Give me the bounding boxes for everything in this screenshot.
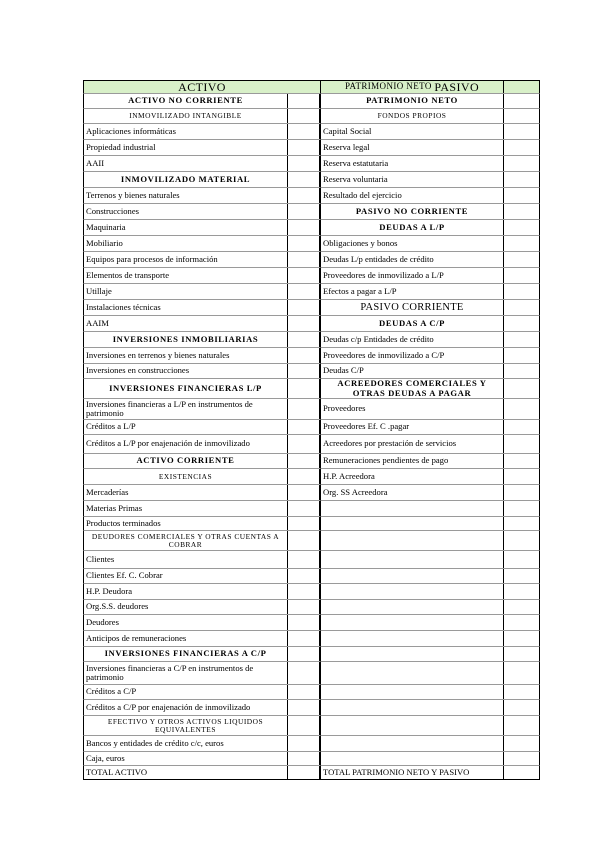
value-cell[interactable] [287,399,320,419]
pasivo-row-empty [320,615,540,631]
value-cell[interactable] [287,631,320,646]
activo-row-label: Créditos a C/P por enajenación de inmovilizado [86,701,251,712]
pasivo-row-label [321,736,503,751]
value-cell[interactable] [287,469,320,484]
value-cell[interactable] [503,109,539,123]
pasivo-column [320,80,540,780]
activo-row-aaii [83,156,320,172]
pasivo-row-label [321,631,503,646]
activo-row-utillaje [83,284,320,300]
pasivo-row-capital-social [320,124,540,140]
pasivo-row-h-p-acreedora [320,469,540,485]
pasivo-row-label: Proveedores Ef. C .pagar [323,421,410,432]
value-cell[interactable] [287,531,320,550]
pasivo-row-deudas-a-c-p [320,316,540,332]
activo-row-activo-no-corriente [83,94,320,109]
value-cell[interactable] [503,220,539,235]
pasivo-row-empty [320,569,540,584]
value-cell[interactable] [287,252,320,267]
value-cell[interactable] [287,551,320,568]
patrimonio-neto-title: PATRIMONIO NETO [344,81,432,92]
activo-row-label: INMOVILIZADO MATERIAL [120,173,251,184]
activo-row-label: Clientes [86,553,115,564]
activo-row-label: Materias Primas [86,502,143,513]
activo-row-label: Equipos para procesos de información [86,253,218,264]
value-cell[interactable] [503,156,539,171]
value-cell[interactable] [287,236,320,251]
value-cell[interactable] [503,94,539,108]
activo-row-bancos-y-entidades-de-cr-dito-c-c-euros [83,736,320,752]
value-cell[interactable] [503,517,539,530]
pasivo-row-label: H.P. Acreedora [323,470,375,481]
activo-row-label: INVERSIONES INMOBILIARIAS [112,333,259,344]
activo-row-label: INVERSIONES FINANCIERAS L/P [109,382,262,393]
value-cell[interactable] [503,600,539,614]
activo-row-construcciones [83,204,320,220]
pasivo-row-label: Deudas L/p entidades de crédito [323,253,434,264]
value-cell[interactable] [503,435,539,453]
value-cell[interactable] [503,252,539,267]
value-cell[interactable] [287,348,320,363]
value-cell[interactable] [287,485,320,500]
value-cell[interactable] [287,752,320,765]
value-cell[interactable] [503,716,539,735]
value-cell[interactable] [287,517,320,530]
activo-row-activo-corriente [83,454,320,469]
pasivo-row-deudas-c-p [320,364,540,379]
activo-row-label: Utillaje [86,285,112,296]
value-cell[interactable] [287,716,320,735]
value-cell[interactable] [287,685,320,699]
activo-row-label: Propiedad industrial [86,141,156,152]
activo-row-label: Mobiliario [86,237,123,248]
activo-row-label: AAII [86,157,105,168]
pasivo-row-reserva-estatutaria [320,156,540,172]
pasivo-row-deudas-a-l-p [320,220,540,236]
value-cell[interactable] [503,685,539,699]
activo-row-label: Aplicaciones informáticas [86,125,176,136]
pasivo-row-label: Deudas C/P [323,365,364,376]
pasivo-row-empty [320,501,540,517]
value-cell[interactable] [287,124,320,139]
pasivo-row-label: Reserva estatutaria [323,157,389,168]
pasivo-row-label [321,662,503,684]
pasivo-row-empty [320,551,540,569]
pasivo-row-remuneraciones-pendientes-de-pago [320,454,540,469]
activo-row-label: Instalaciones técnicas [86,301,161,312]
activo-row-label: AAIM [86,317,109,328]
pasivo-row-label [321,685,503,699]
pasivo-title [321,81,503,93]
pasivo-row-empty [320,531,540,551]
value-cell[interactable] [287,501,320,516]
value-cell[interactable] [287,379,320,398]
pasivo-row-label [321,517,503,530]
pasivo-row-label: Reserva voluntaria [323,173,388,184]
value-cell[interactable] [287,268,320,283]
pasivo-row-acreedores-comerciales-y-otras-deudas-a-pagar [320,379,540,399]
value-cell[interactable] [503,584,539,599]
pasivo-title: PASIVO [434,81,480,93]
activo-row-label: Anticipos de remuneraciones [86,632,187,643]
activo-row-cr-ditos-a-l-p [83,420,320,435]
pasivo-row-label [321,584,503,599]
activo-row-inmovilizado-material [83,172,320,188]
pasivo-row-label: Obligaciones y bonos [323,237,398,248]
activo-row-cr-ditos-a-c-p-por-enajenaci-n-de-inmovilizado [83,700,320,716]
pasivo-row-label: Acreedores por prestación de servicios [323,438,457,449]
activo-row-inversiones-inmobiliarias [83,332,320,348]
pasivo-row-empty [320,631,540,647]
pasivo-row-label: FONDOS PROPIOS [377,111,447,121]
pasivo-row-deudas-l-p-entidades-de-cr-dito [320,252,540,268]
activo-row-label: Terrenos y bienes naturales [86,189,180,200]
activo-row-propiedad-industrial [83,140,320,156]
activo-row-inversiones-financieras-a-c-p-en-instrumentos-de-patrimonio [83,662,320,685]
activo-row-label: DEUDORES COMERCIALES Y OTRAS CUENTAS A COBRAR [91,531,280,549]
pasivo-row-empty [320,685,540,700]
value-cell[interactable] [503,469,539,484]
pasivo-row-label: Capital Social [323,125,372,136]
pasivo-row-label [321,531,503,550]
activo-row-cr-ditos-a-l-p-por-enajenaci-n-de-inmovilizado [83,435,320,454]
activo-row-mercader-as [83,485,320,501]
pasivo-row-label [321,700,503,715]
activo-row-label: Créditos a L/P por enajenación de inmovilizado [86,438,250,449]
value-cell[interactable] [503,662,539,684]
activo-row-label: Créditos a C/P [86,686,137,697]
pasivo-row-proveedores [320,399,540,420]
activo-row-clientes [83,551,320,569]
value-cell[interactable] [503,420,539,434]
activo-row-label: TOTAL ACTIVO [86,766,148,777]
value-cell[interactable] [503,569,539,583]
activo-row-label: Construcciones [86,205,139,216]
value-cell[interactable] [287,584,320,599]
activo-row-label: ACTIVO CORRIENTE [136,455,235,466]
activo-row-label: Caja, euros [86,752,125,763]
pasivo-row-empty [320,600,540,615]
pasivo-row-empty [320,662,540,685]
activo-row-label: Productos terminados [86,517,161,528]
pasivo-row-label: PASIVO NO CORRIENTE [355,205,469,216]
activo-row-label: Maquinaria [86,221,126,232]
value-cell[interactable] [287,766,320,779]
value-cell[interactable] [503,284,539,299]
activo-row-inmovilizado-intangible [83,109,320,124]
activo-row-deudores-comerciales-y-otras-cuentas-a-cobrar [83,531,320,551]
activo-row-cr-ditos-a-c-p [83,685,320,700]
pasivo-row-label: TOTAL PATRIMONIO NETO Y PASIVO [323,766,470,777]
value-cell[interactable] [287,364,320,378]
pasivo-row-label: Org. SS Acreedora [323,486,388,497]
pasivo-row-proveedores-ef-c-pagar [320,420,540,435]
pasivo-row-label [321,569,503,583]
pasivo-row-empty [320,700,540,716]
value-cell[interactable] [503,736,539,751]
pasivo-row-patrimonio-neto [320,94,540,109]
pasivo-row-empty [320,517,540,531]
activo-row-equipos-para-procesos-de-informaci-n [83,252,320,268]
value-cell[interactable] [503,766,539,779]
activo-row-label: Inversiones financieras a C/P en instrumentos de patrimonio [86,662,254,682]
value-cell[interactable] [287,300,320,315]
pasivo-row-label: Reserva legal [323,141,370,152]
activo-row-label: Créditos a L/P [86,421,136,432]
value-cell[interactable] [287,700,320,715]
activo-row-productos-terminados [83,517,320,531]
pasivo-row-label [321,501,503,516]
pasivo-row-label [321,647,503,661]
pasivo-row-empty [320,647,540,662]
pasivo-row-empty [320,584,540,600]
value-cell[interactable] [503,485,539,500]
pasivo-row-pasivo-corriente [320,300,540,316]
pasivo-row-acreedores-por-prestaci-n-de-servicios [320,435,540,454]
activo-row-anticipos-de-remuneraciones [83,631,320,647]
value-cell[interactable] [287,316,320,331]
value-cell[interactable] [503,140,539,155]
pasivo-row-label: Efectos a pagar a L/P [323,285,397,296]
value-cell[interactable] [287,647,320,661]
value-cell[interactable] [287,454,320,468]
activo-row-label: H.P. Deudora [86,585,133,596]
activo-row-aplicaciones-inform-ticas [83,124,320,140]
value-cell[interactable] [287,284,320,299]
pasivo-row-label: Proveedores de inmovilizado a C/P [323,349,445,360]
pasivo-row-obligaciones-y-bonos [320,236,540,252]
pasivo-row-empty [320,736,540,752]
pasivo-row-label: ACREEDORES COMERCIALES Y OTRAS DEUDAS A PAGAR [337,379,487,398]
value-cell[interactable] [287,332,320,347]
pasivo-row-fondos-propios [320,109,540,124]
activo-row-label: Inversiones en construcciones [86,365,190,376]
value-cell[interactable] [503,332,539,347]
activo-row-label: EFECTIVO Y OTROS ACTIVOS LIQUIDOS EQUIVALENTES [107,716,264,734]
activo-row-label: ACTIVO NO CORRIENTE [128,95,243,106]
activo-row-label: INMOVILIZADO INTANGIBLE [129,111,242,121]
value-cell[interactable] [287,156,320,171]
pasivo-row-label [321,615,503,630]
value-cell[interactable] [503,364,539,378]
pasivo-row-reserva-legal [320,140,540,156]
activo-row-label: Bancos y entidades de crédito c/c, euros [86,737,224,748]
value-cell[interactable] [287,569,320,583]
pasivo-row-label: Remuneraciones pendientes de pago [323,455,449,466]
activo-row-total-activo [83,766,320,780]
activo-row-inversiones-financieras-a-l-p-en-instrumentos-de-patrimonio [83,399,320,420]
value-cell[interactable] [287,736,320,751]
pasivo-row-label [321,752,503,765]
pasivo-row-empty [320,716,540,736]
value-cell[interactable] [503,188,539,203]
value-cell[interactable] [287,172,320,187]
activo-column [83,80,320,780]
value-cell[interactable] [503,316,539,331]
activo-row-inversiones-en-construcciones [83,364,320,379]
value-cell[interactable] [503,348,539,363]
pasivo-row-label [321,600,503,614]
value-cell[interactable] [503,551,539,568]
value-cell[interactable] [503,268,539,283]
pasivo-row-label: DEUDAS A C/P [379,317,445,328]
value-cell[interactable] [287,140,320,155]
value-cell[interactable] [503,700,539,715]
value-cell[interactable] [503,454,539,468]
pasivo-title-row [320,80,540,94]
pasivo-row-org-ss-acreedora [320,485,540,501]
value-cell[interactable] [503,124,539,139]
value-cell[interactable] [287,420,320,434]
activo-row-inversiones-financieras-l-p [83,379,320,399]
activo-title: ACTIVO [178,81,226,93]
activo-row-inversiones-financieras-a-c-p [83,647,320,662]
value-cell[interactable] [287,188,320,203]
activo-row-caja-euros [83,752,320,766]
value-cell[interactable] [287,600,320,614]
pasivo-row-label [321,551,503,568]
pasivo-row-label: Proveedores de inmovilizado a L/P [323,269,444,280]
pasivo-row-pasivo-no-corriente [320,204,540,220]
pasivo-row-label: PASIVO CORRIENTE [360,301,464,313]
pasivo-row-label: Deudas c/p Entidades de crédito [323,333,434,344]
value-cell[interactable] [287,435,320,453]
activo-row-label: Clientes Ef. C. Cobrar [86,570,163,581]
activo-row-elementos-de-transporte [83,268,320,284]
activo-row-label: Deudores [86,616,119,627]
pasivo-row-total-patrimonio-neto-y-pasivo [320,766,540,780]
pasivo-row-proveedores-de-inmovilizado-a-c-p [320,348,540,364]
activo-row-label: Org.S.S. deudores [86,601,149,612]
pasivo-row-reserva-voluntaria [320,172,540,188]
value-cell[interactable] [503,752,539,765]
value-cell[interactable] [287,109,320,123]
value-cell[interactable] [503,631,539,646]
value-cell[interactable] [503,300,539,315]
pasivo-row-efectos-a-pagar-a-l-p [320,284,540,300]
activo-row-label: INVERSIONES FINANCIERAS A C/P [104,648,267,659]
activo-row-instalaciones-t-cnicas [83,300,320,316]
value-cell[interactable] [503,172,539,187]
activo-row-org-s-s-deudores [83,600,320,615]
value-cell[interactable] [503,531,539,550]
pasivo-row-label: Proveedores [323,403,366,414]
value-cell[interactable] [503,501,539,516]
activo-row-h-p-deudora [83,584,320,600]
activo-row-inversiones-en-terrenos-y-bienes-naturales [83,348,320,364]
value-cell[interactable] [503,399,539,419]
activo-row-label: Inversiones financieras a L/P en instrumentos de patrimonio [86,399,253,418]
pasivo-row-label: PATRIMONIO NETO [366,95,458,106]
activo-row-label: Elementos de transporte [86,269,170,280]
pasivo-row-label [321,716,503,735]
activo-row-maquinaria [83,220,320,236]
activo-row-clientes-ef-c-cobrar [83,569,320,584]
activo-row-materias-primas [83,501,320,517]
activo-row-existencias [83,469,320,485]
value-cell[interactable] [503,379,539,398]
pasivo-row-empty [320,752,540,766]
value-cell[interactable] [287,204,320,219]
value-cell[interactable] [287,662,320,684]
value-cell[interactable] [287,220,320,235]
value-cell[interactable] [503,615,539,630]
activo-title-row [83,80,320,94]
pasivo-row-resultado-del-ejercicio [320,188,540,204]
activo-row-mobiliario [83,236,320,252]
value-cell[interactable] [287,615,320,630]
activo-row-label: Mercaderías [86,486,129,497]
value-cell[interactable] [503,204,539,219]
value-cell[interactable] [287,94,320,108]
pasivo-row-proveedores-de-inmovilizado-a-l-p [320,268,540,284]
activo-row-efectivo-y-otros-activos-liquidos-equivalentes [83,716,320,736]
value-cell[interactable] [503,647,539,661]
pasivo-row-label: Resultado del ejercicio [323,189,402,200]
value-cell [503,81,539,93]
activo-row-label: EXISTENCIAS [158,471,213,481]
activo-row-aaim [83,316,320,332]
activo-row-terrenos-y-bienes-naturales [83,188,320,204]
activo-row-label: Inversiones en terrenos y bienes naturales [86,349,230,360]
value-cell[interactable] [503,236,539,251]
pasivo-row-deudas-c-p-entidades-de-cr-dito [320,332,540,348]
pasivo-row-label: DEUDAS A L/P [379,221,445,232]
activo-row-deudores [83,615,320,631]
